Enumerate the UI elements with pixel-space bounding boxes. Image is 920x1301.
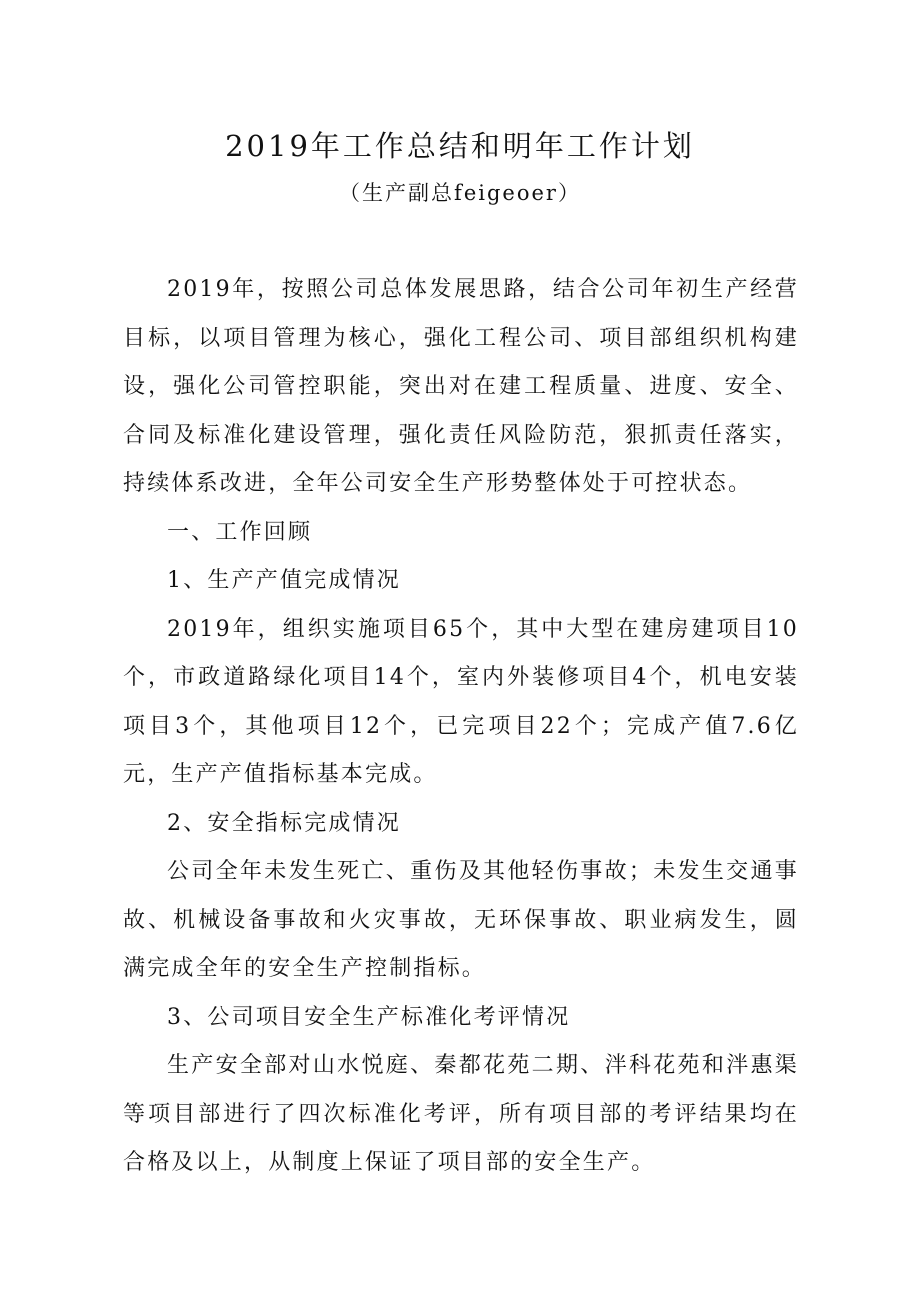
safety-indicators-paragraph: 公司全年未发生死亡、重伤及其他轻伤事故；未发生交通事故、机械设备事故和火灾事故，无环保事故、职业病发生，圆满完成全年的安全生产控制指标。 (123, 859, 799, 981)
subheading-production-output: 1、生产产值完成情况 (167, 568, 401, 593)
intro-paragraph: 2019年，按照公司总体发展思路，结合公司年初生产经营目标，以项目管理为核心，强化工程公司、项目部组织机构建设，强化公司管控职能，突出对在建工程质量、进度、安全、合同及标准化建设管理，强化责任风险防范，狠抓责任落实，持续体系改进，全年公司安全生产形势整体处于可控状态。 (123, 277, 799, 496)
production-output-paragraph: 2019年，组织实施项目65个，其中大型在建房建项目10个，市政道路绿化项目14个，室内外装修项目4个，机电安装项目3个，其他项目12个，已完项目22个；完成产值7.6亿元，生产产值指标基本完成。 (123, 616, 799, 787)
document-title: 2019年工作总结和明年工作计划 (225, 129, 695, 163)
subheading-safety-indicators: 2、安全指标完成情况 (167, 810, 401, 836)
document-body (123, 266, 799, 1188)
document-subtitle: （生产副总feigeoer） (339, 181, 581, 205)
standardization-review-paragraph: 生产安全部对山水悦庭、秦都花苑二期、泮科花苑和泮惠渠等项目部进行了四次标准化考评，所有项目部的考评结果均在合格及以上，从制度上保证了项目部的安全生产。 (123, 1053, 799, 1175)
section-heading-work-review: 一、工作回顾 (167, 519, 313, 545)
subheading-standardization-review: 3、公司项目安全生产标准化考评情况 (167, 1004, 571, 1030)
